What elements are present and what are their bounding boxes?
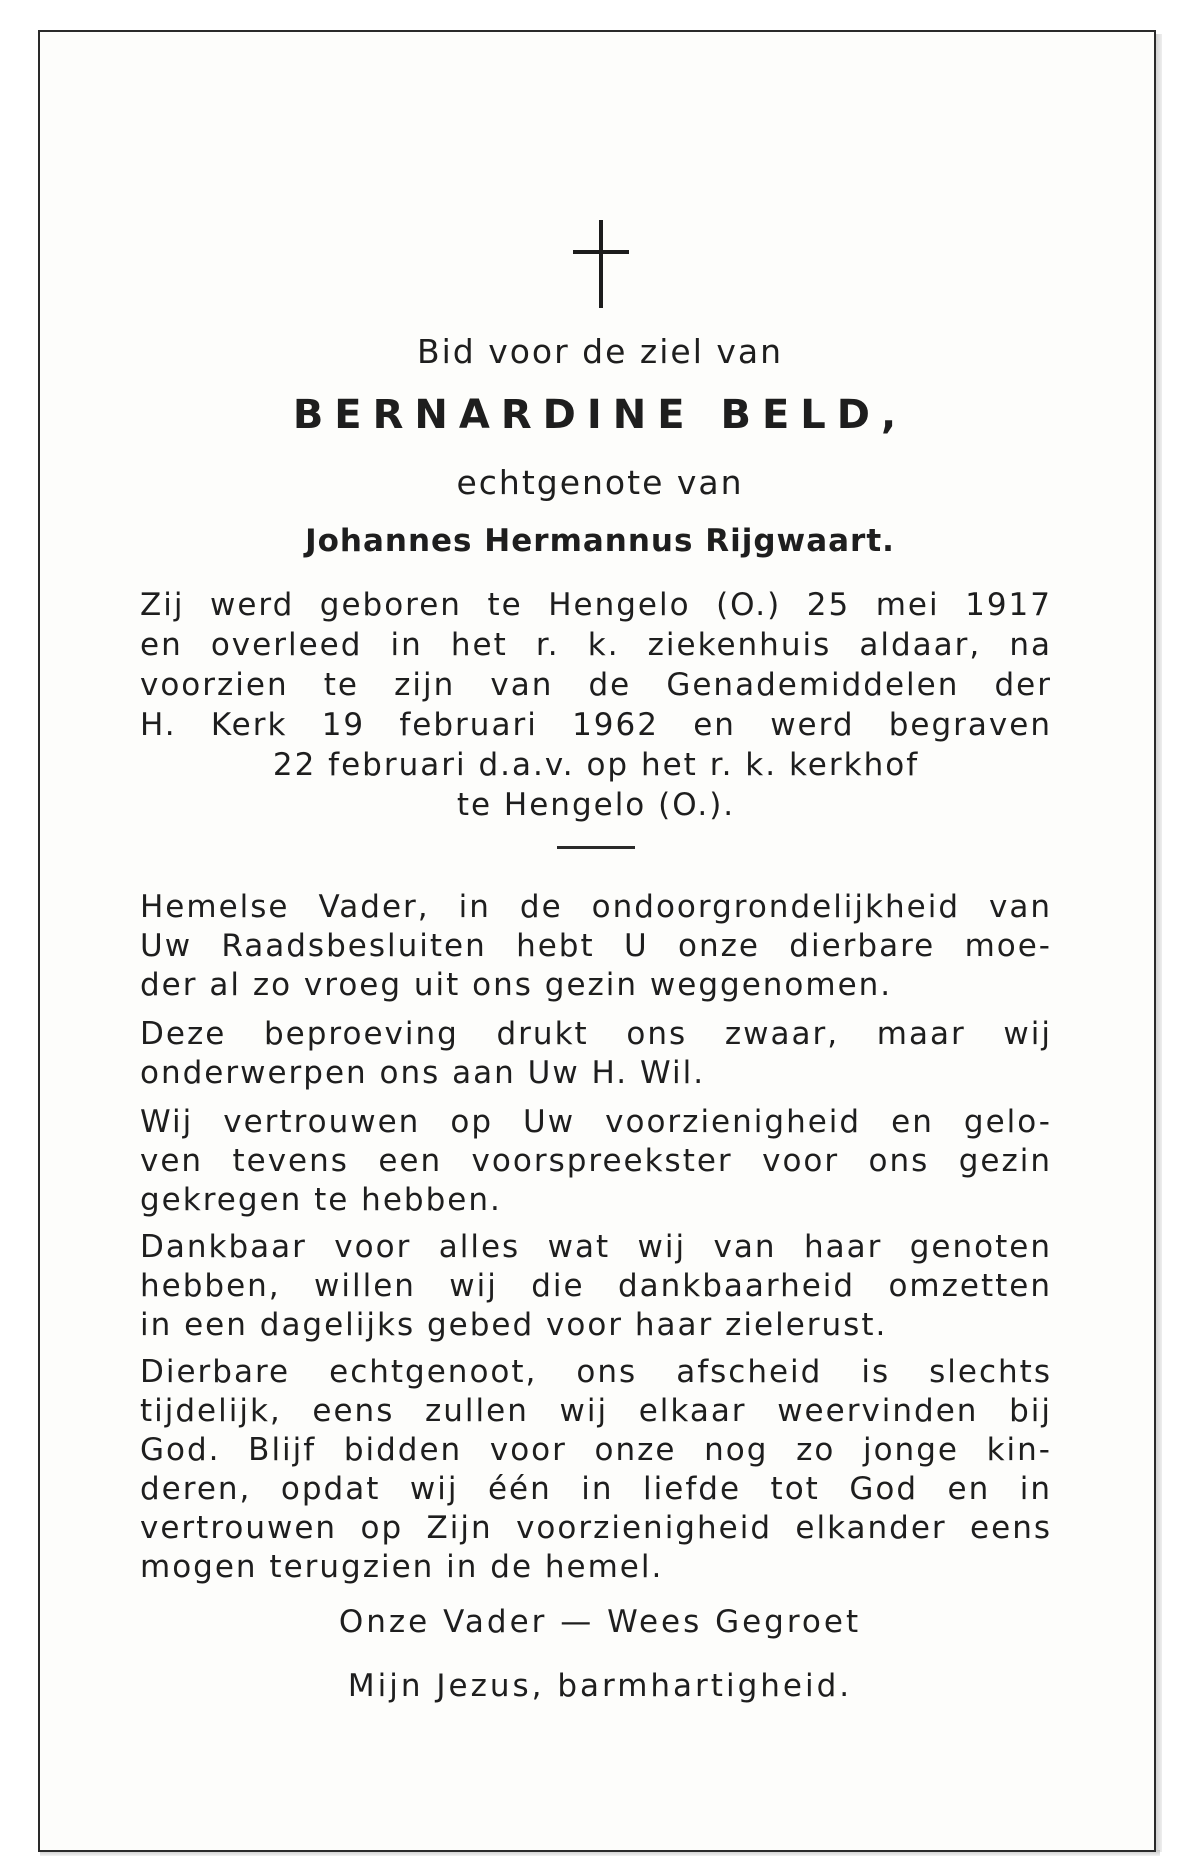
spouse-name: Johannes Hermannus Rijgwaart. xyxy=(305,523,895,559)
prayer-line: Dierbare echtgenoot, ons afscheid is slechts xyxy=(140,1354,1052,1390)
bio-line: Zij werd geboren te Hengelo (O.) 25 mei 1917 xyxy=(140,587,1052,623)
prayer-paragraph-2 xyxy=(140,1015,1052,1093)
prayer-paragraph-3 xyxy=(140,1103,1052,1220)
biography-text xyxy=(140,585,1052,825)
prayer-line: Dankbaar voor alles wat wij van haar genoten xyxy=(140,1229,1052,1265)
prayer-line: onderwerpen ons aan Uw H. Wil. xyxy=(140,1055,706,1091)
prayer-line: vertrouwen op Zijn voorzienigheid elkander eens xyxy=(140,1510,1052,1546)
bio-line: en overleed in het r. k. ziekenhuis aldaar, na xyxy=(140,627,1052,663)
prayer-heading: Bid voor de ziel van xyxy=(416,332,784,371)
section-divider xyxy=(557,846,635,849)
prayer-line: gekregen te hebben. xyxy=(140,1182,502,1218)
prayer-line: tijdelijk, eens zullen wij elkaar weervinden bij xyxy=(140,1393,1052,1429)
prayer-line: mogen terugzien in de hemel. xyxy=(140,1549,664,1585)
spouse-label: echtgenote van xyxy=(456,463,744,502)
prayer-line: Wij vertrouwen op Uw voorzienigheid en gelo- xyxy=(140,1104,1052,1140)
prayer-line: Hemelse Vader, in de ondoorgrondelijkheid van xyxy=(140,889,1052,925)
closing-prayers: Onze Vader — Wees Gegroet xyxy=(338,1604,862,1640)
bio-line: voorzien te zijn van de Genademiddelen der xyxy=(140,667,1052,703)
prayer-line: God. Blijf bidden voor onze nog zo jonge kin- xyxy=(140,1432,1052,1468)
deceased-name: BERNARDINE BELD, xyxy=(292,392,908,438)
prayer-line: der al zo vroeg uit ons gezin weggenomen. xyxy=(140,967,893,1003)
bio-line: te Hengelo (O.). xyxy=(456,787,736,823)
prayer-line: Uw Raadsbesluiten hebt U onze dierbare moe- xyxy=(140,928,1052,964)
prayer-line: deren, opdat wij één in liefde tot God en in xyxy=(140,1471,1052,1507)
cross-icon xyxy=(573,220,629,310)
prayer-paragraph-5 xyxy=(140,1353,1052,1587)
prayer-paragraph-4 xyxy=(140,1228,1052,1345)
bio-line: H. Kerk 19 februari 1962 en werd begraven xyxy=(140,707,1052,743)
prayer-line: hebben, willen wij die dankbaarheid omzetten xyxy=(140,1268,1052,1304)
bio-line: 22 februari d.a.v. op het r. k. kerkhof xyxy=(272,747,920,783)
prayer-line: in een dagelijks gebed voor haar zielerust. xyxy=(140,1307,888,1343)
prayer-line: ven tevens een voorspreekster voor ons gezin xyxy=(140,1143,1052,1179)
closing-invocation: Mijn Jezus, barmhartigheid. xyxy=(347,1668,853,1704)
prayer-line: Deze beproeving drukt ons zwaar, maar wij xyxy=(140,1016,1052,1052)
prayer-paragraph-1 xyxy=(140,888,1052,1005)
